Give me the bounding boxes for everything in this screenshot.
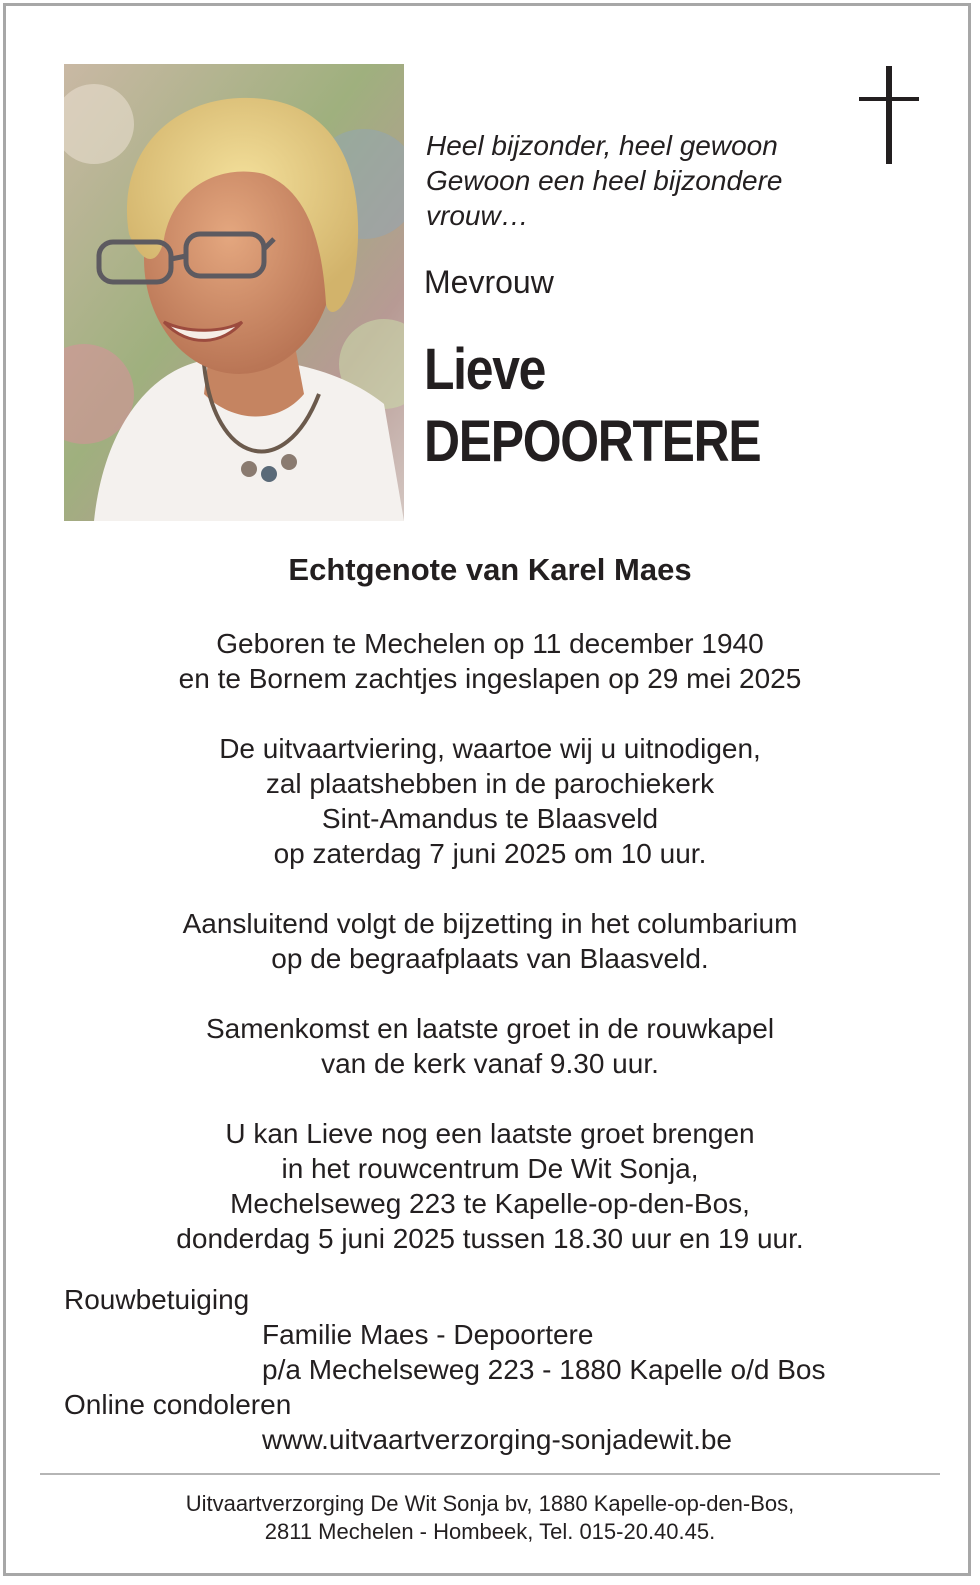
footer-line: Uitvaartverzorging De Wit Sonja bv, 1880 Kapelle-op-den-Bos, (185, 1491, 795, 1516)
gathering-paragraph (6, 1011, 974, 1081)
text-line: Geboren te Mechelen op 11 december 1940 (216, 628, 764, 659)
condolences-section (64, 1282, 944, 1457)
announcement-body (6, 626, 974, 1291)
text-line: in het rouwcentrum De Wit Sonja, (281, 1153, 699, 1184)
burial-paragraph (6, 906, 974, 976)
text-line: U kan Lieve nog een laatste groet brengen (225, 1118, 755, 1149)
text-line: Samenkomst en laatste groet in de rouwkapel (205, 1013, 775, 1044)
condolences-label: Rouwbetuiging (64, 1284, 250, 1315)
birth-death-paragraph (6, 626, 974, 696)
last-name: DEPOORTERE (424, 409, 761, 474)
text-line: donderdag 5 juni 2025 tussen 18.30 uur en 19 uur. (176, 1223, 804, 1254)
spouse-line: Echtgenote van Karel Maes (288, 552, 692, 587)
verse-line: Gewoon een heel bijzondere (426, 165, 783, 196)
text-line: Mechelseweg 223 te Kapelle-op-den-Bos, (230, 1188, 750, 1219)
text-line: zal plaatshebben in de parochiekerk (265, 768, 715, 799)
family-address: p/a Mechelseweg 223 - 1880 Kapelle o/d Bos (262, 1354, 826, 1385)
text-line: De uitvaartviering, waartoe wij u uitnodigen, (219, 733, 761, 764)
deceased-name (424, 334, 760, 478)
portrait-photo (64, 64, 404, 521)
verse-line: Heel bijzonder, heel gewoon (426, 130, 778, 161)
funeral-home-footer (6, 1490, 974, 1546)
text-line: en te Bornem zachtjes ingeslapen op 29 mei 2025 (178, 663, 802, 694)
first-name: Lieve (424, 337, 546, 402)
verse-line: vrouw… (426, 200, 529, 231)
visitation-paragraph (6, 1116, 974, 1256)
divider (40, 1473, 940, 1475)
text-line: Sint-Amandus te Blaasveld (321, 803, 659, 834)
honorific: Mevrouw (424, 264, 554, 300)
condolences-website-link[interactable]: www.uitvaartverzorging-sonjadewit.be (262, 1424, 732, 1455)
text-line: op zaterdag 7 juni 2025 om 10 uur. (273, 838, 707, 869)
funeral-paragraph (6, 731, 974, 871)
text-line: op de begraafplaats van Blaasveld. (271, 943, 709, 974)
verse (426, 128, 846, 233)
text-line: Aansluitend volgt de bijzetting in het columbarium (182, 908, 798, 939)
footer-line: 2811 Mechelen - Hombeek, Tel. 015-20.40.45. (264, 1519, 716, 1544)
family-name: Familie Maes - Depoortere (262, 1319, 594, 1350)
obituary-card (3, 3, 971, 1576)
cross-icon (859, 66, 919, 164)
text-line: van de kerk vanaf 9.30 uur. (321, 1048, 659, 1079)
online-condolences-label: Online condoleren (64, 1389, 292, 1420)
